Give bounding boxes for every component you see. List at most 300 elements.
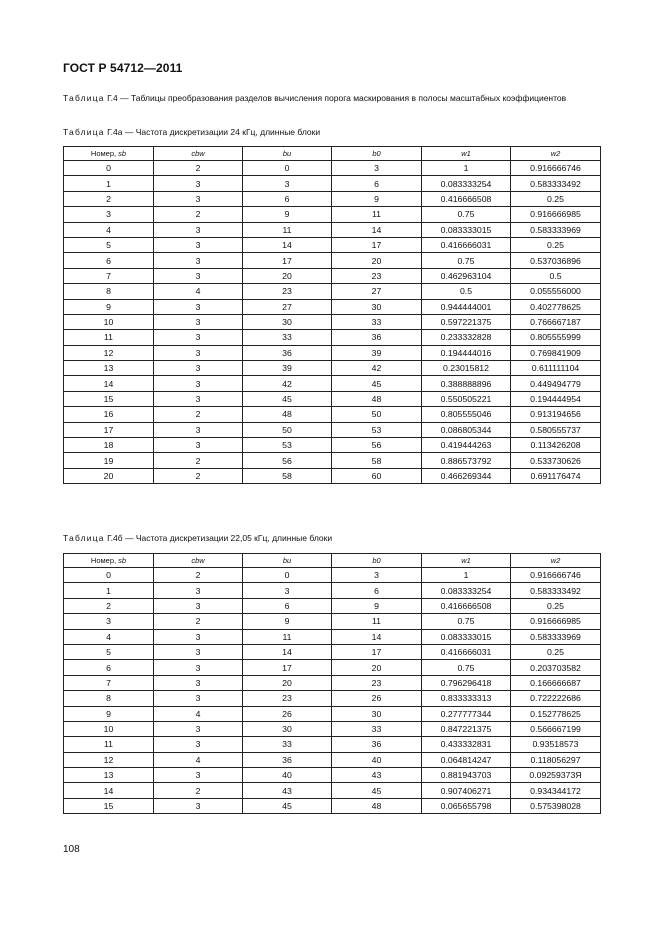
table-cell: 0.194444954 [511,391,601,406]
table-cell: 17 [243,253,332,268]
table-cell: 53 [243,438,332,453]
table-cell: 0.419444263 [422,438,511,453]
table-cell: 0.916666985 [511,207,601,222]
table-cell: 4 [154,706,243,721]
table-cell: 2 [154,407,243,422]
table-b-body [64,568,601,814]
table-cell: 14 [243,644,332,659]
table-cell: 30 [243,314,332,329]
table-cell: 0.805555999 [511,330,601,345]
table-cell: 36 [243,345,332,360]
table-cell: 40 [243,768,332,783]
column-header [154,147,243,161]
table-cell: 40 [332,752,422,767]
table-cell: 0.166666687 [511,675,601,690]
table-cell: 3 [154,768,243,783]
table-cell: 0.5 [422,284,511,299]
table-cell: 33 [243,737,332,752]
table-row [64,314,601,329]
table-cell: 43 [243,783,332,798]
table-cell: 14 [64,783,154,798]
column-header-name: b0 [372,149,381,158]
table-cell: 50 [332,407,422,422]
table-cell: 0 [243,568,332,583]
table-cell: 17 [243,660,332,675]
column-header [64,147,154,161]
table-cell: 0.722222686 [511,691,601,706]
column-header [243,147,332,161]
table-cell: 0.416666508 [422,598,511,613]
table-cell: 30 [332,299,422,314]
table-cell: 0 [243,161,332,176]
table-cell: 0.416666031 [422,644,511,659]
table-cell: 0.580555737 [511,422,601,437]
table-cell: 2 [154,207,243,222]
table-cell: 3 [154,191,243,206]
table-cell: 5 [64,237,154,252]
table-row [64,660,601,675]
table-cell: 0.5 [511,268,601,283]
table-cell: 0.75 [422,614,511,629]
table-cell: 17 [332,237,422,252]
table-cell: 0.09259373Я [511,768,601,783]
table-cell: 0.597221375 [422,314,511,329]
table-cell: 45 [332,783,422,798]
table-cell: 0.93518573 [511,737,601,752]
table-cell: 4 [154,284,243,299]
table-cell: 2 [154,453,243,468]
table-cell: 6 [332,583,422,598]
table-cell: 39 [332,345,422,360]
table-cell: 15 [64,798,154,813]
table-cell: 9 [332,191,422,206]
table-cell: 56 [332,438,422,453]
column-header-name: sb [118,556,127,565]
table-cell: 3 [154,176,243,191]
table-cell: 58 [243,468,332,483]
table-cell: 17 [332,644,422,659]
column-header [511,147,601,161]
table-cell: 3 [154,675,243,690]
table-cell: 0.083333254 [422,583,511,598]
table-cell: 30 [243,721,332,736]
table-cell: 27 [332,284,422,299]
table-a [63,146,601,484]
table-row [64,568,601,583]
table-cell: 26 [243,706,332,721]
table-cell: 30 [332,706,422,721]
table-b-title-text: Г.4б — Частота дискретизации 22,05 кГц, длинные блоки [104,533,333,543]
table-cell: 0.833333313 [422,691,511,706]
column-header-name: w2 [550,556,561,565]
table-cell: 6 [64,660,154,675]
table-cell: 2 [154,614,243,629]
table-cell: 2 [154,161,243,176]
table-row [64,284,601,299]
table-cell: 0.083333254 [422,176,511,191]
table-cell: 3 [154,438,243,453]
table-cell: 0.402778625 [511,299,601,314]
table-cell: 0.065655798 [422,798,511,813]
table-cell: 8 [64,691,154,706]
table-cell: 0.416666031 [422,237,511,252]
table-cell: 3 [154,737,243,752]
column-header-name: b0 [372,556,381,565]
table-b-header [64,554,601,568]
table-cell: 9 [243,207,332,222]
table-row [64,361,601,376]
table-cell: 3 [332,568,422,583]
table-b-label: Таблица [63,533,105,543]
table-cell: 7 [64,268,154,283]
table-row [64,629,601,644]
table-cell: 3 [154,660,243,675]
table-cell: 45 [243,391,332,406]
column-header-name: w1 [461,556,471,565]
table-cell: 20 [64,468,154,483]
table-cell: 45 [332,376,422,391]
table-cell: 0.462963104 [422,268,511,283]
table-row [64,422,601,437]
table-cell: 3 [154,361,243,376]
table-cell: 0.913194656 [511,407,601,422]
column-header-name: cbw [191,149,205,158]
column-header-prefix: Номер, [90,149,119,158]
table-cell: 50 [243,422,332,437]
table-cell: 1 [422,568,511,583]
table-cell: 33 [243,330,332,345]
table-cell: 4 [64,222,154,237]
table-row [64,644,601,659]
table-cell: 12 [64,752,154,767]
table-cell: 33 [332,721,422,736]
table-cell: 0.575398028 [511,798,601,813]
table-cell: 0.583333969 [511,222,601,237]
table-cell: 2 [154,568,243,583]
table-cell: 6 [243,598,332,613]
table-cell: 45 [243,798,332,813]
table-cell: 7 [64,675,154,690]
table-cell: 43 [332,768,422,783]
column-header-name: w1 [461,149,471,158]
table-cell: 9 [243,614,332,629]
table-cell: 0.766667187 [511,314,601,329]
table-cell: 0.583333492 [511,176,601,191]
table-cell: 0.583333969 [511,629,601,644]
table-cell: 12 [64,345,154,360]
table-b-title [63,533,332,544]
table-cell: 0 [64,568,154,583]
table-cell: 0.881943703 [422,768,511,783]
table-cell: 0.769841909 [511,345,601,360]
table-cell: 0.118056297 [511,752,601,767]
table-cell: 0.449494779 [511,376,601,391]
table-row [64,299,601,314]
table-cell: 0.233332828 [422,330,511,345]
column-header-name: bu [282,556,292,565]
column-header-name: bu [282,149,292,158]
table-cell: 0.796296418 [422,675,511,690]
table-cell: 3 [154,299,243,314]
column-header-prefix: Номер, [90,556,119,565]
table-row [64,737,601,752]
table-cell: 11 [243,222,332,237]
table-cell: 3 [154,253,243,268]
column-header [422,147,511,161]
table-row [64,691,601,706]
table-cell: 1 [64,583,154,598]
table-cell: 0.916666746 [511,568,601,583]
table-row [64,253,601,268]
table-cell: 9 [64,706,154,721]
table-cell: 0.055556000 [511,284,601,299]
table-cell: 48 [332,391,422,406]
table-row [64,752,601,767]
table-cell: 56 [243,453,332,468]
table-cell: 60 [332,468,422,483]
table-cell: 11 [332,207,422,222]
column-header-name: sb [118,149,127,158]
table-cell: 3 [154,691,243,706]
table-a-title-text: Г.4а — Частота дискретизации 24 кГц, длинные блоки [104,127,321,137]
table-cell: 3 [243,176,332,191]
table-cell: 48 [332,798,422,813]
table-cell: 1 [422,161,511,176]
table-cell: 0.416666508 [422,191,511,206]
document-code: ГОСТ Р 54712—2011 [63,61,183,75]
column-header [154,554,243,568]
table-a-label: Таблица [63,127,105,137]
table-cell: 0 [64,161,154,176]
table-row [64,706,601,721]
table-cell: 9 [332,598,422,613]
table-cell: 0.886573792 [422,453,511,468]
table-cell: 0.907406271 [422,783,511,798]
table-row [64,583,601,598]
table-cell: 3 [154,798,243,813]
table-a-header [64,147,601,161]
table-cell: 27 [243,299,332,314]
table-cell: 0.25 [511,191,601,206]
table-cell: 2 [154,783,243,798]
table-cell: 20 [332,253,422,268]
table-cell: 0.934344172 [511,783,601,798]
table-cell: 3 [64,207,154,222]
table-row [64,675,601,690]
table-cell: 17 [64,422,154,437]
table-row [64,176,601,191]
table-cell: 0.083333015 [422,629,511,644]
table-cell: 20 [332,660,422,675]
table-cell: 48 [243,407,332,422]
table-cell: 0.691176474 [511,468,601,483]
table-cell: 19 [64,453,154,468]
table-cell: 11 [243,629,332,644]
table-cell: 18 [64,438,154,453]
header-row [64,554,601,568]
table-cell: 3 [154,314,243,329]
table-caption [63,93,600,104]
column-header [422,554,511,568]
table-row [64,438,601,453]
table-cell: 14 [332,629,422,644]
table-cell: 42 [243,376,332,391]
table-cell: 4 [154,752,243,767]
table-cell: 3 [64,614,154,629]
table-cell: 14 [332,222,422,237]
table-cell: 3 [332,161,422,176]
table-cell: 3 [154,237,243,252]
table-cell: 10 [64,721,154,736]
table-cell: 20 [243,268,332,283]
table-a-body [64,161,601,484]
table-cell: 0.611111104 [511,361,601,376]
table-row [64,768,601,783]
column-header [332,554,422,568]
table-cell: 0.086805344 [422,422,511,437]
table-cell: 11 [64,330,154,345]
table-row [64,161,601,176]
column-header [243,554,332,568]
table-b [63,553,601,814]
table-cell: 6 [243,191,332,206]
table-row [64,191,601,206]
table-cell: 0.75 [422,253,511,268]
table-cell: 23 [243,284,332,299]
table-row [64,237,601,252]
table-row [64,783,601,798]
table-cell: 3 [154,268,243,283]
table-cell: 39 [243,361,332,376]
table-cell: 3 [154,391,243,406]
table-cell: 20 [243,675,332,690]
table-cell: 2 [64,598,154,613]
table-cell: 0.916666746 [511,161,601,176]
table-row [64,345,601,360]
table-cell: 0.75 [422,660,511,675]
table-cell: 0.847221375 [422,721,511,736]
table-cell: 11 [64,737,154,752]
table-cell: 0.944444001 [422,299,511,314]
table-cell: 10 [64,314,154,329]
table-row [64,376,601,391]
table-cell: 4 [64,629,154,644]
table-row [64,453,601,468]
table-cell: 0.194444016 [422,345,511,360]
table-cell: 0.550505221 [422,391,511,406]
table-caption-text: Г.4 — Таблицы преобразования разделов вычисления порога маскирования в полосы масштабных коэффициентов [104,93,567,103]
table-cell: 0.583333492 [511,583,601,598]
table-cell: 33 [332,314,422,329]
header-row [64,147,601,161]
table-cell: 5 [64,644,154,659]
column-header-name: cbw [191,556,205,565]
table-cell: 2 [154,468,243,483]
table-cell: 36 [332,330,422,345]
table-row [64,721,601,736]
table-cell: 0.25 [511,237,601,252]
table-cell: 36 [332,737,422,752]
table-cell: 3 [154,422,243,437]
table-cell: 3 [154,222,243,237]
table-cell: 3 [154,376,243,391]
table-cell: 11 [332,614,422,629]
table-caption-label: Таблица [63,93,105,103]
table-cell: 0.537036896 [511,253,601,268]
table-cell: 0.083333015 [422,222,511,237]
table-cell: 0.25 [511,644,601,659]
table-cell: 26 [332,691,422,706]
table-cell: 0.805555046 [422,407,511,422]
table-cell: 23 [332,675,422,690]
table-cell: 3 [154,598,243,613]
table-cell: 3 [154,629,243,644]
table-row [64,268,601,283]
table-cell: 23 [332,268,422,283]
table-cell: 53 [332,422,422,437]
table-cell: 0.203703582 [511,660,601,675]
table-cell: 15 [64,391,154,406]
table-cell: 42 [332,361,422,376]
table-cell: 14 [243,237,332,252]
table-row [64,407,601,422]
table-cell: 0.433332831 [422,737,511,752]
column-header [64,554,154,568]
table-row [64,598,601,613]
column-header [511,554,601,568]
table-cell: 9 [64,299,154,314]
table-cell: 3 [154,721,243,736]
table-a-title [63,127,320,138]
table-cell: 3 [154,345,243,360]
column-header [332,147,422,161]
table-row [64,391,601,406]
table-row [64,207,601,222]
table-row [64,330,601,345]
table-row [64,614,601,629]
table-cell: 3 [154,330,243,345]
table-cell: 3 [243,583,332,598]
table-cell: 2 [64,191,154,206]
table-cell: 6 [332,176,422,191]
column-header-name: w2 [550,149,561,158]
table-cell: 0.566667199 [511,721,601,736]
table-cell: 0.152778625 [511,706,601,721]
table-cell: 0.277777344 [422,706,511,721]
table-cell: 3 [154,644,243,659]
table-cell: 58 [332,453,422,468]
table-row [64,798,601,813]
table-cell: 0.25 [511,598,601,613]
table-cell: 1 [64,176,154,191]
page-number: 108 [63,844,80,855]
table-row [64,468,601,483]
table-cell: 6 [64,253,154,268]
table-cell: 16 [64,407,154,422]
table-cell: 23 [243,691,332,706]
table-cell: 14 [64,376,154,391]
table-cell: 0.064814247 [422,752,511,767]
table-cell: 0.466269344 [422,468,511,483]
table-cell: 0.23015812 [422,361,511,376]
table-cell: 0.75 [422,207,511,222]
table-cell: 0.388888896 [422,376,511,391]
table-cell: 0.916666985 [511,614,601,629]
table-cell: 8 [64,284,154,299]
table-cell: 3 [154,583,243,598]
table-cell: 36 [243,752,332,767]
table-cell: 13 [64,361,154,376]
